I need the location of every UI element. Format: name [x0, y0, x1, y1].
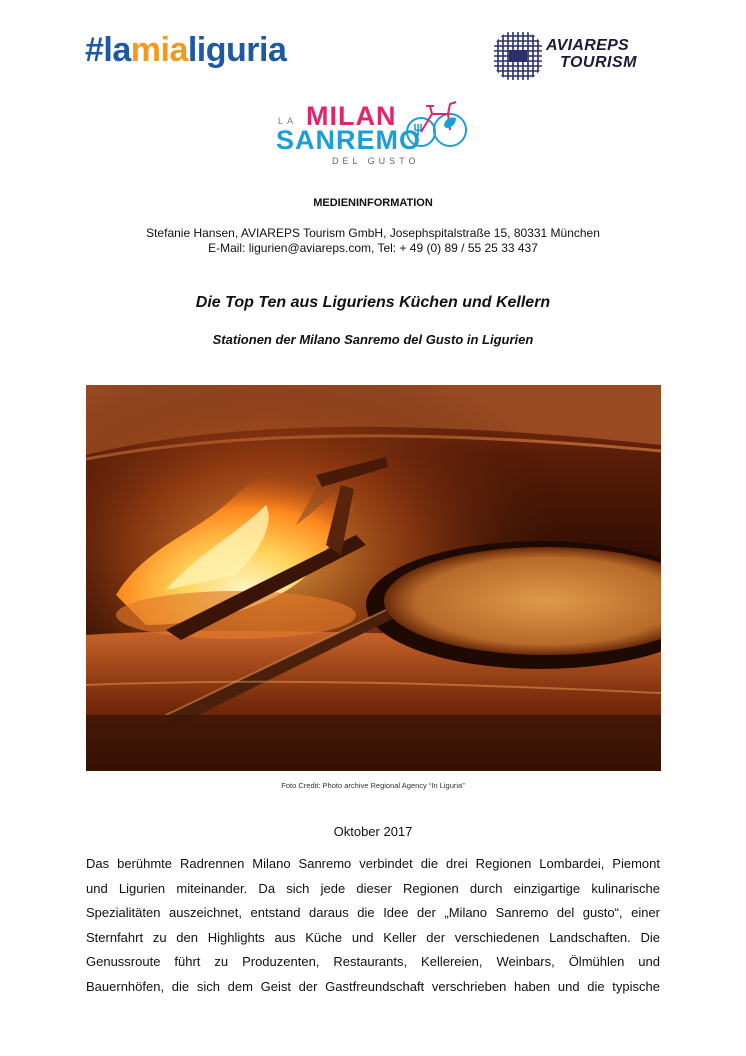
milan-sanremo-del-gusto-logo [276, 92, 476, 172]
document-title: Die Top Ten aus Liguriens Küchen und Kellern [195, 294, 551, 311]
logo-la: LA [278, 116, 298, 126]
bicycle-icon [404, 96, 468, 152]
aviareps-logo [490, 28, 675, 84]
hashtag-part1: #la [85, 31, 131, 69]
logo-del-gusto: DEL GUSTO [332, 156, 420, 166]
body-paragraph [86, 852, 660, 999]
pizza-oven-photo [86, 385, 661, 771]
oven-fire-image [86, 385, 661, 771]
body-line: Genussroute führt zu Produzenten, Restaurants, Kellereien, Weinbars, Ölmühlen und [86, 954, 660, 969]
document-subtitle: Stationen der Milano Sanremo del Gusto in Ligurien [212, 332, 534, 347]
hashtag-part2: mia [130, 31, 188, 69]
logo-sanremo: SANREMO [276, 125, 422, 155]
contact-line-1: Stefanie Hansen, AVIAREPS Tourism GmbH, Josephspitalstraße 15, 80331 München [146, 226, 600, 240]
aviareps-emblem-icon [490, 28, 546, 84]
photo-credit: Foto Credit: Photo archive Regional Agency “In Liguria” [281, 781, 465, 790]
aviareps-logo-line2: TOURISM [560, 54, 637, 71]
body-line: Bauernhöfen, die sich dem Geist der Gastfreundschaft verschrieben haben und die typische [86, 978, 660, 994]
lamialiguria-logo [85, 30, 286, 70]
hashtag-part3: liguria [187, 31, 287, 69]
section-label: MEDIENINFORMATION [313, 197, 433, 209]
body-line: Das berühmte Radrennen Milano Sanremo verbindet die drei Regionen Lombardei, Piemont [86, 856, 660, 871]
aviareps-logo-line1: AVIAREPS [546, 37, 630, 54]
logo-milan: MILAN [306, 101, 397, 131]
body-line: Spezialitäten auszeichnet, entstand daraus die Idee der „Milano Sanremo del gusto“, einer [86, 905, 660, 920]
body-line: Sternfahrt zu den Highlights aus Küche und Keller der verschiedenen Landschaften. Die [86, 929, 660, 945]
body-line: und Ligurien miteinander. Da sich jede dieser Regionen durch einzigartige kulinarische [86, 880, 660, 896]
document-date: Oktober 2017 [333, 824, 413, 839]
contact-line-2: E-Mail: ligurien@aviareps.com, Tel: + 49 (0) 89 / 55 25 33 437 [208, 241, 538, 255]
